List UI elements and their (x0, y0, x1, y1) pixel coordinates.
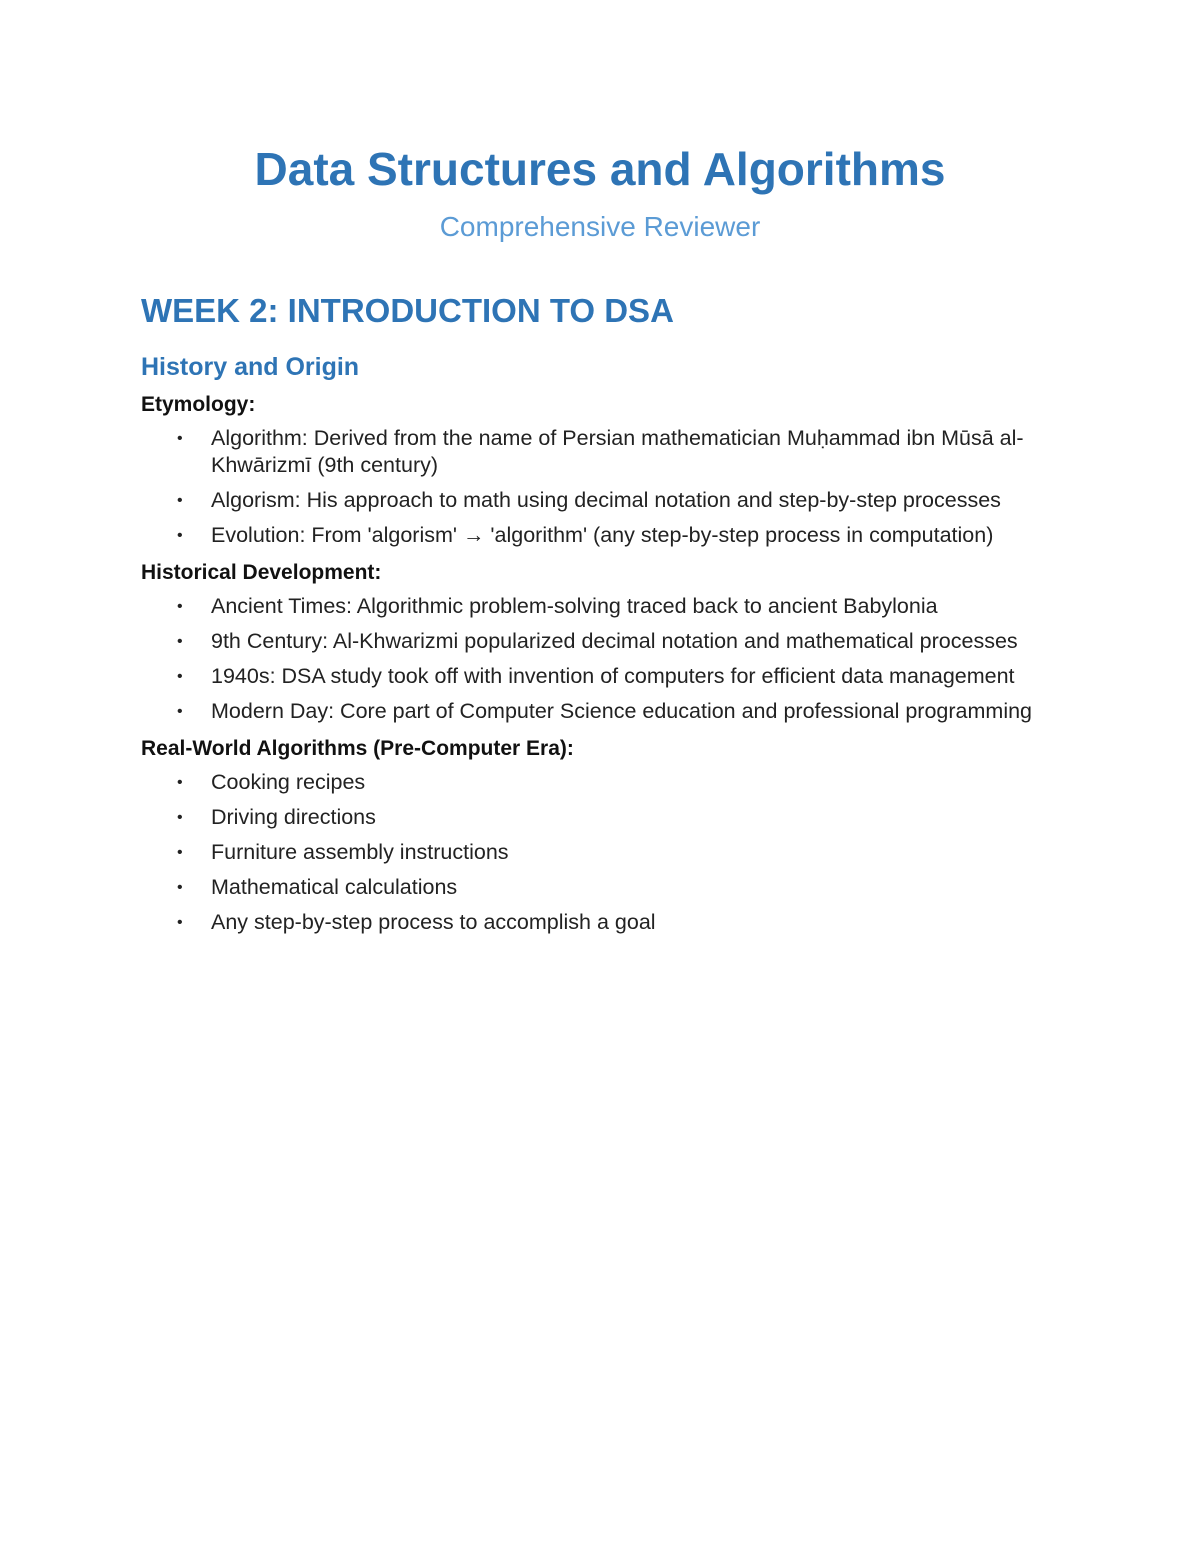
list-item (141, 804, 1041, 831)
list-item-text: 9th Century: Al-Khwarizmi popularized decimal notation and mathematical processes (211, 629, 1018, 653)
list-item-text: Cooking recipes (211, 770, 366, 794)
list-item (141, 769, 1041, 796)
list-item (141, 839, 1041, 866)
week-heading: WEEK 2: INTRODUCTION TO DSA (141, 292, 674, 329)
bullet-icon: • (177, 809, 183, 826)
list-item-text: Any step-by-step process to accomplish a goal (211, 910, 656, 934)
subsection-heading: Real-World Algorithms (Pre-Computer Era): (141, 737, 574, 760)
bullet-icon: • (177, 492, 183, 509)
list-item-text: 1940s: DSA study took off with invention of computers for efficient data management (211, 664, 1015, 688)
list-item-text: Evolution: From 'algorism' → 'algorithm' (any step-by-step process in computation) (211, 523, 994, 547)
list-item (141, 628, 1041, 655)
list-item (141, 522, 1041, 549)
list-item (141, 425, 1041, 479)
list-item (141, 909, 1041, 936)
list-item-text: Algorithm: Derived from the name of Persian mathematician Muḥammad ibn Mūsā al-Khwārizmī (9th century) (211, 426, 1024, 477)
list-item-text: Driving directions (211, 805, 376, 829)
bullet-list (141, 769, 1041, 936)
bullet-list (141, 425, 1041, 549)
document-subtitle: Comprehensive Reviewer (439, 211, 761, 242)
bullet-icon: • (177, 633, 183, 650)
subsection-heading: Etymology: (141, 393, 256, 416)
bullet-icon: • (177, 774, 183, 791)
subsection-real-world-algorithms (141, 735, 1041, 936)
list-item (141, 698, 1041, 725)
list-item-text: Furniture assembly instructions (211, 840, 509, 864)
bullet-icon: • (177, 668, 183, 685)
bullet-icon: • (177, 430, 183, 447)
list-item-text: Modern Day: Core part of Computer Science education and professional programming (211, 699, 1033, 723)
bullet-icon: • (177, 703, 183, 720)
bullet-icon: • (177, 844, 183, 861)
bullet-icon: • (177, 879, 183, 896)
subsection-etymology (141, 391, 1041, 549)
bullet-icon: • (177, 598, 183, 615)
list-item (141, 874, 1041, 901)
list-item (141, 593, 1041, 620)
subsection-heading: Historical Development: (141, 561, 382, 584)
list-item-text: Ancient Times: Algorithmic problem-solving traced back to ancient Babylonia (211, 594, 938, 618)
list-item (141, 487, 1041, 514)
list-item-text: Algorism: His approach to math using decimal notation and step-by-step processes (211, 488, 1001, 512)
document-title: Data Structures and Algorithms (254, 143, 946, 195)
list-item (141, 663, 1041, 690)
bullet-icon: • (177, 527, 183, 544)
bullet-list (141, 593, 1041, 725)
document-body (141, 290, 1041, 944)
section-heading: History and Origin (141, 353, 360, 381)
list-item-text: Mathematical calculations (211, 875, 458, 899)
subsection-historical-development (141, 559, 1041, 725)
bullet-icon: • (177, 914, 183, 931)
